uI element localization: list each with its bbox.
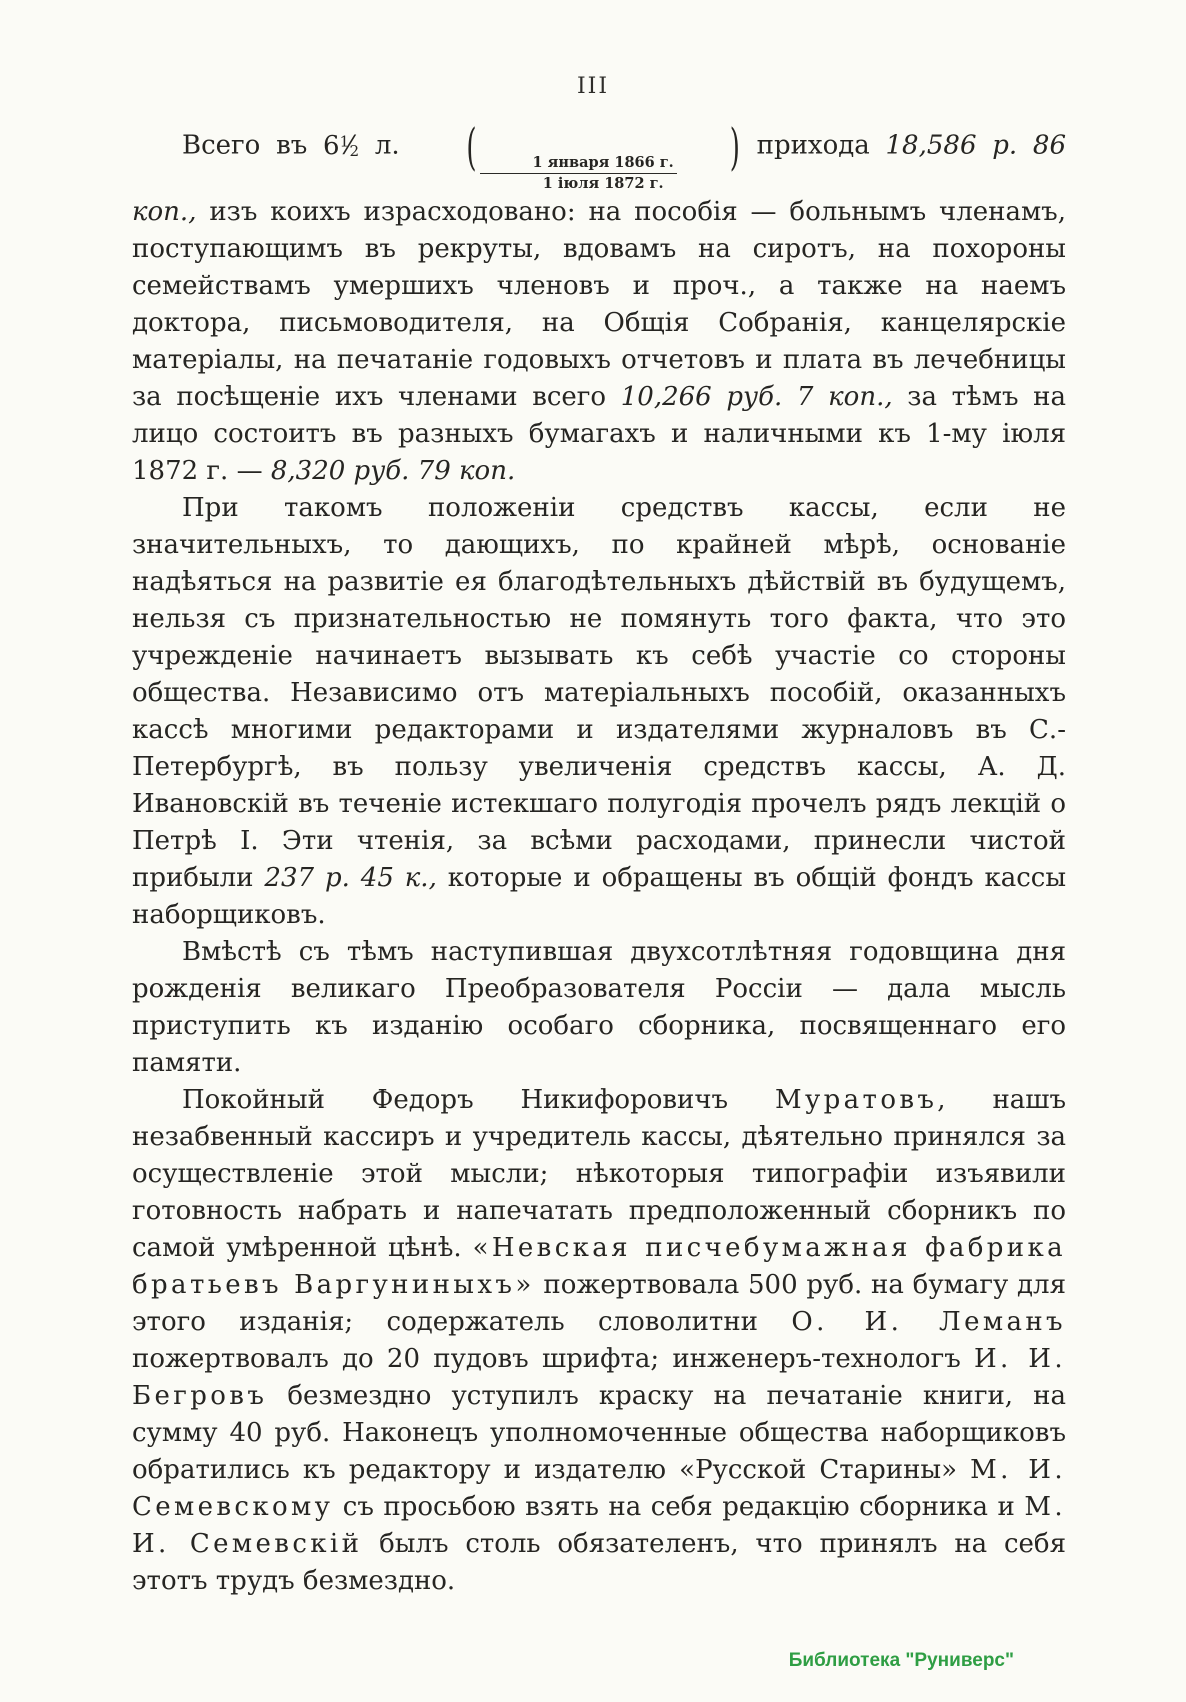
amount-lecture-profit: 237 р. 45 к., <box>264 863 437 894</box>
paragraph-anniversary <box>132 934 1066 1082</box>
text-run: изъ коихъ израсходовано: на пособія — больнымъ членамъ, поступающимъ въ рекруты, вдовамъ на сиротъ, на похороны семействамъ умершихъ членовъ и проч., а также на наемъ доктора, письмоводителя, на Общія Собранія, канцелярскіе матеріалы, на печатаніе годовыхъ отчетовъ и плата въ лечебницы за посѣщеніе ихъ членами всего <box>132 197 1066 413</box>
text-run: Покойный Федоръ Никифоровичъ <box>182 1085 775 1116</box>
fraction-base: 6 <box>323 130 340 161</box>
text-run: л. <box>359 130 416 161</box>
text-run: , нашъ незабвенный кассиръ и учредитель кассы, дѣятельно принялся за осуществленіе этой мысли; нѣкоторыя типографіи изъявили готовность набрать и напечатать предположенный сборникъ по самой умѣренной цѣнѣ. <box>132 1085 1066 1264</box>
date-range-fraction <box>478 154 679 195</box>
name-semevsky-dative: М. И. Семевскому <box>132 1455 1066 1523</box>
text-run: прихода <box>740 130 886 161</box>
text-run: пожертвовала 500 руб. на бумагу для этого изданія; содержатель словолитни <box>132 1270 1066 1338</box>
date-range-end: 1 іюля 1872 г. <box>542 175 664 193</box>
paragraph-income-expenses <box>132 119 1066 490</box>
text-run: былъ столь обязателенъ, что принялъ на себя этотъ трудъ безмездно. <box>132 1529 1066 1597</box>
text-run: При такомъ положеніи средствъ кассы, если не значительныхъ, то дающихъ, по крайней мѣрѣ, основаніе надѣяться на развитіе ея благодѣтельныхъ дѣйствій въ будущемъ, нельзя съ признательностью не помянуть того факта, что это учрежденіе начинаетъ вызывать къ себѣ участіе со стороны общества. Независимо отъ матеріальныхъ пособій, оказанныхъ кассѣ многими редакторами и издателями журналовъ въ С.-Петербургѣ, въ пользу увеличенія средствъ кассы, А. Д. Ивановскій въ теченіе истекшаго полугодія прочелъ рядъ лекцій о Петрѣ I. Эти чтенія, за всѣми расходами, принесли чистой прибыли <box>132 493 1066 894</box>
name-leman: О. И. Леманъ <box>791 1307 1066 1338</box>
paragraph-fund-state <box>132 490 1066 934</box>
text-run: пожертвовалъ до 20 пудовъ шрифта; инженеръ-технологъ <box>132 1344 974 1375</box>
text-run: съ просьбою взять на себя редакцію сборника и <box>333 1492 1025 1523</box>
fraction-six-and-half <box>323 131 359 161</box>
text-run: Всего въ <box>182 130 324 161</box>
amount-income: 18,586 р. 86 коп., <box>132 130 1066 228</box>
text-run: Вмѣстѣ съ тѣмъ наступившая двухсотлѣтняя годовщина дня рожденія великаго Преобразователя Россіи — дала мысль приступить къ изданію особаго сборника, посвященнаго его памяти. <box>132 937 1066 1079</box>
name-semevsky: М. И. Семевскій <box>132 1492 1066 1560</box>
text-run: безмездно уступилъ краску на печатаніе книги, на сумму 40 руб. Наконецъ уполномоченные общества наборщиковъ обратились къ редактору и издателю «Русской Старины» <box>132 1381 1066 1486</box>
amount-expenses: 10,266 руб. 7 коп., <box>620 382 893 413</box>
amount-balance: 8,320 руб. 79 коп. <box>270 456 516 487</box>
name-nevskaya-factory: «Невская писчебумажная фабрика братьевъ Варгуниныхъ» <box>132 1233 1066 1301</box>
page-number: III <box>576 74 610 99</box>
paragraph-muratov-book <box>132 1082 1066 1600</box>
open-paren: ( <box>466 119 477 177</box>
fraction-numerator: 1 <box>339 132 350 150</box>
name-muratov: Муратовъ <box>774 1085 938 1116</box>
text-run: которые и обращены въ общій фондъ кассы наборщиковъ. <box>132 863 1067 931</box>
close-paren: ) <box>729 119 740 177</box>
fraction-slash: ⁄ <box>347 130 352 161</box>
date-range-start: 1 января 1866 г. <box>480 154 677 175</box>
text-run: за тѣмъ на лицо состоитъ въ разныхъ бумагахъ и наличными къ 1-му іюля 1872 г. — <box>132 382 1066 487</box>
name-begrov: И. И. Бегровъ <box>132 1344 1066 1412</box>
fraction-denominator: 2 <box>349 141 360 160</box>
library-watermark: Библиотека "Руниверс" <box>788 1650 1014 1671</box>
page-text <box>0 119 1186 1600</box>
